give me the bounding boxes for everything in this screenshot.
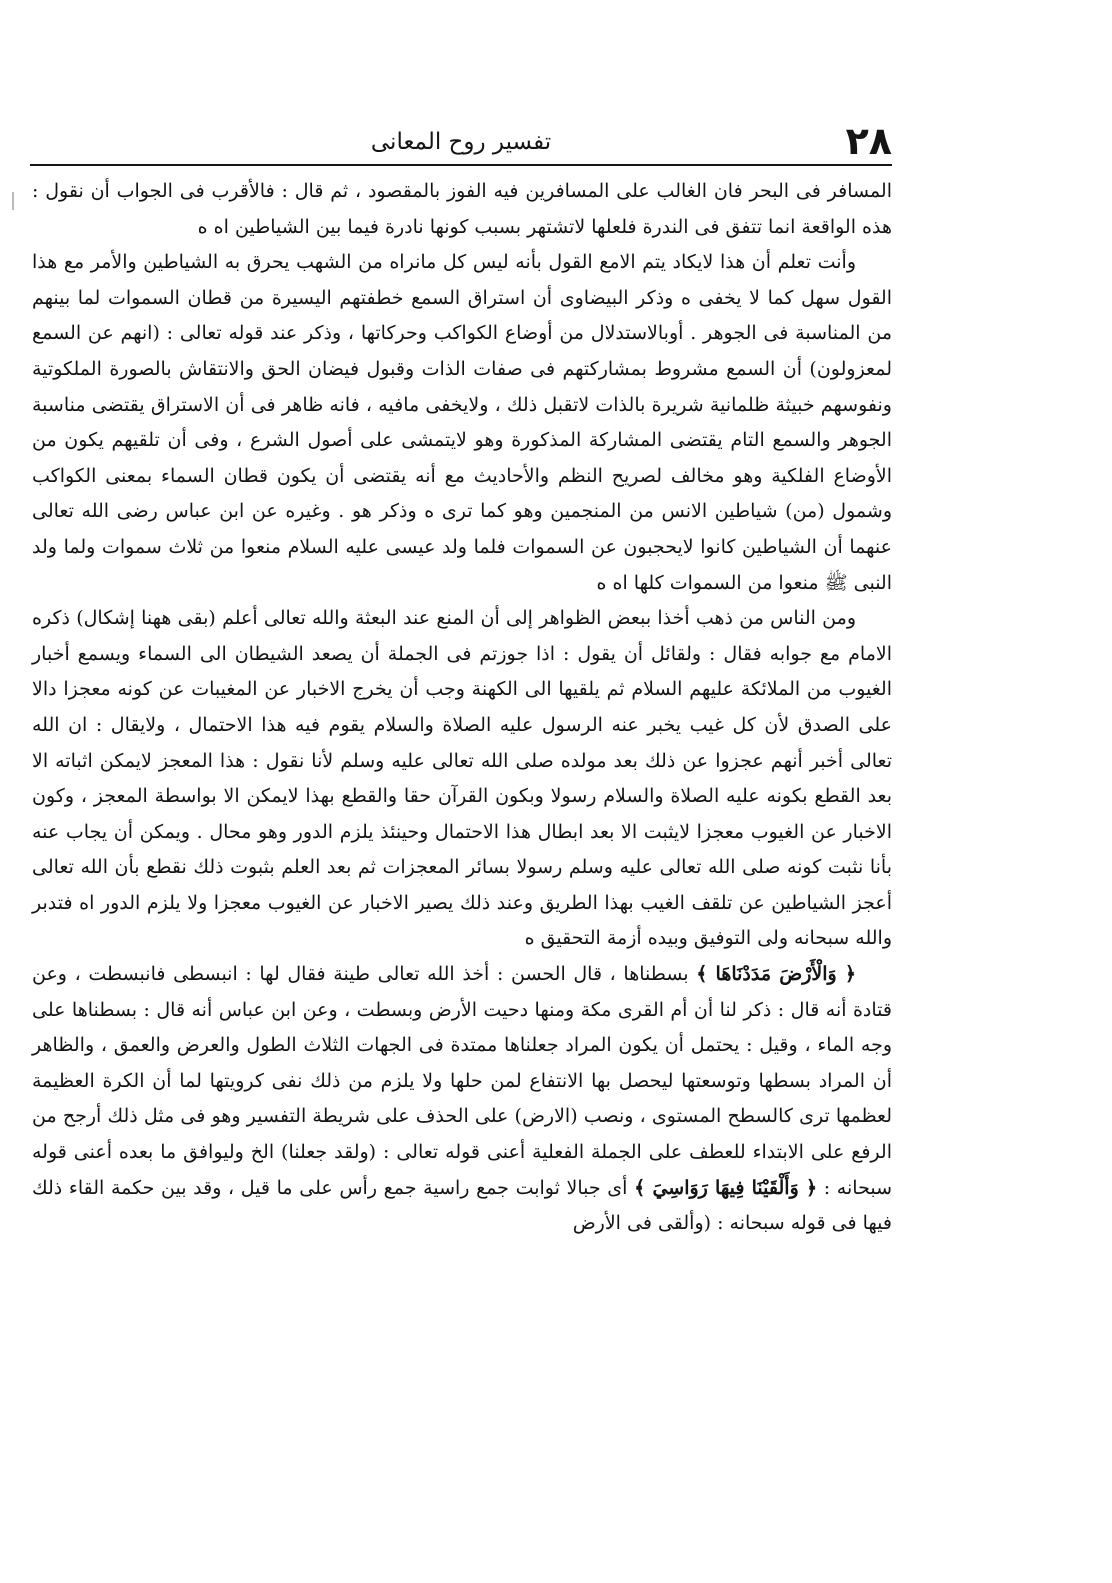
paragraph-4-end: أى جبالا ثوابت جمع راسية جمع رأس على ما قيل ، وقد بين حكمة القاء ذلك فيها فى قوله سبحانه : (وألقى فى الأرض — [32, 1176, 892, 1235]
paragraph-3: ومن الناس من ذهب أخذا ببعض الظواهر إلى أن المنع عند البعثة والله تعالى أعلم (بقى ههنا إشكال) ذكره الامام مع جوابه فقال : ولقائل أن يقول : اذا جوزتم فى الجملة أن يصعد الشيطان الى السماء ويسمع أخبار الغيوب من الملائكة عليهم السلام ثم يلقيها الى الكهنة وجب أن يخرج الاخبار عن المغيبات عن كونه معجزا دالا على الصدق لأن كل غيب يخبر عنه الرسول عليه الصلاة والسلام يقوم فيه هذا الاحتمال ، ولايقال : ان الله تعالى أخبر أنهم عجزوا عن ذلك بعد مولده صلى الله تعالى عليه وسلم لأنا نقول : هذا المعجز لايمكن اثباته الا بعد القطع بكونه عليه الصلاة والسلام رسولا وبكون القرآن حقا والقطع بهذا لايمكن الا بواسطة المعجز ، وكون الاخبار عن الغيوب معجزا لايثبت الا بعد ابطال هذا الاحتمال وحينئذ يلزم الدور وهو محال . ويمكن أن يجاب عنه بأنا نثبت كونه صلى الله تعالى عليه وسلم رسولا بسائر المعجزات ثم بعد العلم بثبوت ذلك نقطع بأن الله تعالى أعجز الشياطين عن تلقف الغيب بهذا الطريق وعند ذلك يصير الاخبار عن الغيوب معجزا ولا يلزم الدور اه فتدبر والله سبحانه ولى التوفيق وبيده أزمة التحقيق ‌ه — [32, 607, 892, 950]
scan-edge-mark — [12, 192, 14, 210]
quran-verse-1: ﴿ وَالْأَرْضَ مَدَدْنَاهَا ﴾ — [696, 963, 857, 986]
page-number: ٢٨ — [845, 119, 892, 163]
paragraph-4-text: بسطناها ، قال الحسن : أخذ الله تعالى طينة فقال لها : انبسطى فانبسطت ، وعن قتادة أنه قال : ذكر لنا أن أم القرى مكة ومنها دحيت الأرض وبسطت ، وعن ابن عباس أنه قال : بسطناها على وجه الماء ، وقيل : يحتمل أن يكون المراد جعلناها ممتدة فى الجهات الثلاث الطول والعرض والعمق ، والظاهر أن المراد بسطها وتوسعتها ليحصل بها الانتفاع لمن حلها ولا يلزم من ذلك نفى كرويتها لما أن الكرة العظيمة لعظمها ترى كالسطح المستوى ، ونصب (الارض) على الحذف على شريطة التفسير وهو فى مثل ذلك أرجح من الرفع على الابتداء للعطف على الجملة الفعلية أعنى قوله تعالى : (ولقد جعلنا) الخ وليوافق ما بعده أعنى قوله سبحانه : — [32, 963, 892, 1199]
page-header — [30, 118, 892, 166]
body-text — [32, 174, 892, 1242]
running-title: تفسير روح المعانى — [370, 129, 552, 155]
quran-verse-2: ﴿ وَأَلْقَيْنَا فِيهَا رَوَاسِيَ ﴾ — [634, 1176, 818, 1199]
paragraph-1: المسافر فى البحر فان الغالب على المسافرين فيه الفوز بالمقصود ، ثم قال : فالأقرب فى الجواب أن نقول : هذه الواقعة انما تتفق فى الندرة فلعلها لاتشتهر بسبب كونها نادرة فيما بين الشياطين اه ‌ه — [32, 180, 892, 238]
paragraph-4 — [32, 957, 892, 1242]
header-rule — [30, 164, 892, 166]
paragraph-2: وأنت تعلم أن هذا لايكاد يتم الامع القول بأنه ليس كل مانراه من الشهب يحرق به الشياطين والأمر مع هذا القول سهل كما لا يخفى ‌ه وذكر البيضاوى أن استراق السمع خطفتهم اليسيرة من قطان السموات لما بينهم من المناسبة فى الجوهر . أوبالاستدلال من أوضاع الكواكب وحركاتها ، وذكر عند قوله تعالى : (انهم عن السمع لمعزولون) أن السمع مشروط بمشاركتهم فى صفات الذات وقبول فيضان الحق والانتقاش بالصورة الملكوتية ونفوسهم خبيثة ظلمانية شريرة بالذات لاتقبل ذلك ، ولايخفى مافيه ، فانه ظاهر فى أن الاستراق يقتضى مناسبة الجوهر والسمع التام يقتضى المشاركة المذكورة وهو لايتمشى على أصول الشرع ، وفى أن تلقيهم يكون من الأوضاع الفلكية وهو مخالف لصريح النظم والأحاديث مع أنه يقتضى أن يكون قطان السماء بمعنى الكواكب وشمول (من) شياطين الانس من المنجمين وهو كما ترى ‌ه وذكر هو . وغيره عن ابن عباس رضى الله تعالى عنهما أن الشياطين كانوا لايحجبون عن السموات فلما ولد عيسى عليه السلام منعوا من ثلاث سموات ولما ولد النبى ﷺ منعوا من السموات كلها اه ‌ه — [32, 251, 892, 594]
